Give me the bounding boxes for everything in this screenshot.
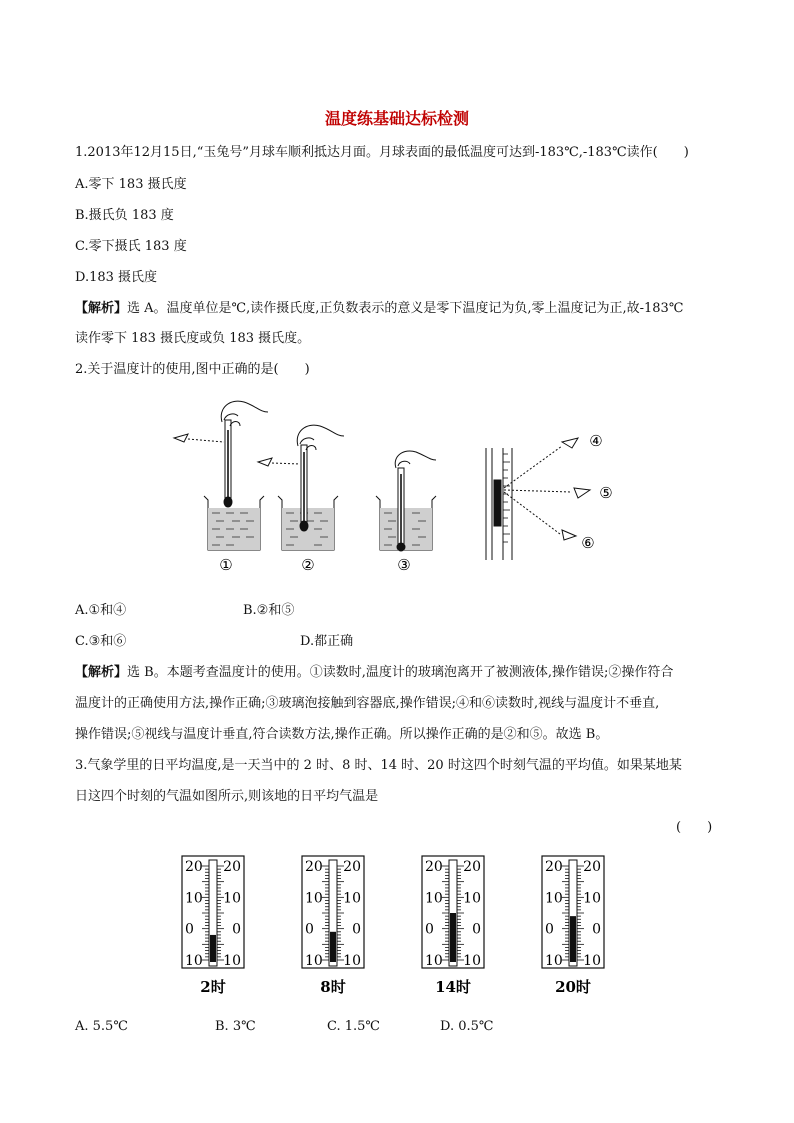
scale-label-left: 10 (425, 890, 443, 907)
q1-option-b: B.摄氏负 183 度 (75, 208, 174, 223)
scale-label-right: 10 (223, 890, 241, 907)
q1-analysis-line1: 【解析】选 A。温度单位是℃,读作摄氏度,正负数表示的意义是零下温度记为负,零上温度记为正,故-183℃ (75, 301, 684, 316)
scale-label-right: 0 (592, 921, 601, 938)
q3-stem-line1: 3.气象学里的日平均温度,是一天当中的 2 时、8 时、14 时、20 时这四个时刻气温的平均值。如果某地某 (75, 758, 682, 773)
q2-stem: 2.关于温度计的使用,图中正确的是( ) (75, 362, 310, 377)
scale-label-left: 10 (545, 953, 563, 969)
q2-figure (160, 390, 620, 580)
figure-label-2: ② (301, 556, 315, 574)
thermometer-4 (542, 856, 604, 996)
thermometer-liquid (330, 932, 336, 962)
q2-analysis-tag: 【解析】 (75, 665, 128, 680)
scale-label-right: 10 (343, 953, 361, 969)
q3-answer-paren: ( ) (676, 820, 713, 835)
scale-label-left: 10 (305, 953, 323, 969)
scale-label-right: 0 (232, 921, 241, 938)
scale-label-left: 0 (425, 921, 434, 938)
scale-label-right: 20 (583, 859, 601, 875)
q1-option-c: C.零下摄氏 183 度 (75, 239, 187, 254)
scale-label-right: 0 (352, 921, 361, 938)
q1-analysis-line2: 读作零下 183 摄氏度或负 183 摄氏度。 (75, 331, 311, 346)
scale-label-right: 0 (472, 921, 481, 938)
q1-option-d: D.183 摄氏度 (75, 270, 158, 285)
q1-analysis-tag: 【解析】 (75, 301, 128, 316)
q1-stem: 1.2013年12月15日,“玉兔号”月球车顺利抵达月面。月球表面的最低温度可达到-183℃,-183℃读作( ) (75, 145, 689, 160)
time-label: 14时 (435, 978, 471, 996)
scale-label-right: 10 (463, 890, 481, 907)
scale-label-right: 20 (463, 859, 481, 875)
scale-label-right: 10 (583, 953, 601, 969)
q3-option-d: D. 0.5℃ (440, 1019, 494, 1034)
scale-label-left: 10 (545, 890, 563, 907)
q2-analysis-line2: 温度计的正确使用方法,操作正确;③玻璃泡接触到容器底,操作错误;④和⑥读数时,视线与温度计不垂直, (75, 696, 660, 711)
scale-label-left: 10 (425, 953, 443, 969)
q2-option-a: A.①和④ (75, 603, 127, 618)
beaker-2 (258, 425, 344, 550)
scale-label-left: 0 (185, 921, 194, 938)
scale-label-left: 0 (305, 921, 314, 938)
q3-stem-line2: 日这四个时刻的气温如图所示,则该地的日平均气温是 (75, 789, 379, 804)
thermometer-1 (182, 856, 244, 996)
scale-label-left: 0 (545, 921, 554, 938)
q3-option-c: C. 1.5℃ (327, 1019, 380, 1034)
scale-label-left: 20 (305, 859, 323, 875)
scale-label-right: 10 (583, 890, 601, 907)
scale-label-right: 10 (223, 953, 241, 969)
beaker-3 (376, 451, 436, 551)
q3-option-a: A. 5.5℃ (75, 1019, 128, 1034)
scale-label-left: 20 (185, 859, 203, 875)
beaker-1 (174, 401, 268, 550)
scale-label-right: 10 (463, 953, 481, 969)
q2-analysis-line1: 【解析】选 B。本题考查温度计的使用。①读数时,温度计的玻璃泡离开了被测液体,操作错误;②操作符合 (75, 665, 674, 680)
q3-thermometers (170, 852, 630, 1002)
thermometer-2 (302, 856, 364, 996)
scale-label-right: 10 (343, 890, 361, 907)
scale-label-left: 20 (545, 859, 563, 875)
time-label: 2时 (200, 978, 226, 996)
scale-label-left: 10 (185, 890, 203, 907)
time-label: 8时 (320, 978, 346, 996)
scale-label-left: 10 (305, 890, 323, 907)
scale-label-left: 20 (425, 859, 443, 875)
figure-label-5: ⑤ (599, 484, 613, 502)
thermometer-liquid (450, 913, 456, 962)
figure-label-3: ③ (397, 556, 411, 574)
q2-option-d: D.都正确 (300, 634, 354, 649)
scale-label-right: 20 (343, 859, 361, 875)
reading-diagram (486, 438, 590, 560)
q1-option-a: A.零下 183 摄氏度 (75, 177, 187, 192)
q3-option-b: B. 3℃ (215, 1019, 256, 1034)
figure-label-6: ⑥ (581, 534, 595, 552)
figure-label-1: ① (219, 556, 233, 574)
q2-analysis-line3: 操作错误;⑤视线与温度计垂直,符合读数方法,操作正确。所以操作正确的是②和⑤。故选 B。 (75, 727, 609, 742)
time-label: 20时 (555, 978, 591, 996)
scale-label-right: 20 (223, 859, 241, 875)
page-title: 温度练基础达标检测 (324, 109, 469, 128)
scale-label-left: 10 (185, 953, 203, 969)
q2-option-b: B.②和⑤ (243, 603, 295, 618)
thermometer-3 (422, 856, 484, 996)
thermometer-liquid (210, 935, 216, 962)
q2-option-c: C.③和⑥ (75, 634, 127, 649)
figure-label-4: ④ (589, 432, 603, 450)
thermometer-liquid (570, 916, 576, 962)
